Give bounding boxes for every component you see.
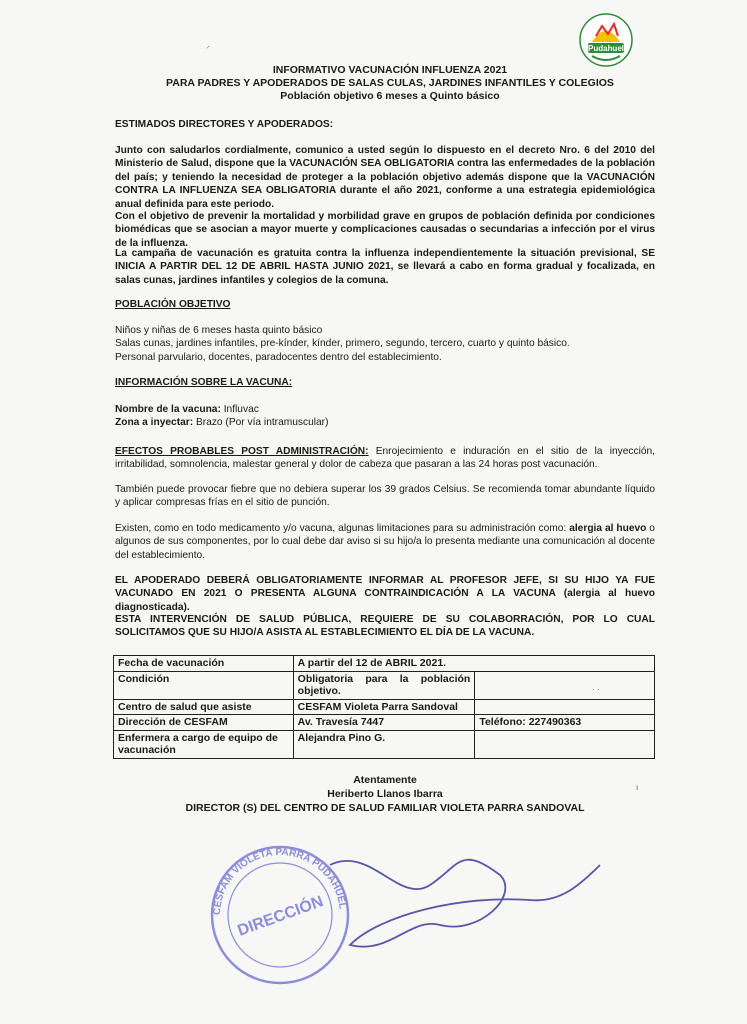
signature-title: DIRECTOR (S) DEL CENTRO DE SALUD FAMILIAR VIOLETA PARRA SANDOVAL — [185, 802, 585, 814]
table-extra — [475, 699, 655, 715]
vaccine-name-label: Nombre de la vacuna: — [115, 404, 221, 415]
limitations-allergy: alergia al huevo — [569, 523, 647, 534]
signature-block — [115, 773, 655, 815]
population-item: Personal parvulario, docentes, paradocentes dentro del establecimiento. — [115, 351, 442, 363]
side-effects-text: Enrojecimiento e induración en el sitio de la inyección, irritabilidad, somnolencia, malestar general y dolor de cabeza que pasaran a las 24 horas post vacunación. — [115, 446, 655, 471]
population-item: Salas cunas, jardines infantiles, pre-kínder, kínder, primero, segundo, tercero, cuarto y quinto básico. — [115, 338, 570, 350]
table-row — [114, 699, 655, 715]
table-extra — [475, 671, 655, 699]
table-label: Condición — [114, 671, 294, 699]
table-phone: Teléfono: 227490363 — [475, 715, 655, 731]
notice-collaboration: ESTA INTERVENCIÓN DE SALUD PÚBLICA, REQUIERE DE SU COLABORRACIÓN, POR LO CUAL SOLICITAMOS QUE SU HIJO/A ASISTA AL ESTABLECIMIENTO EL DÍA DE LA VACUNA. — [115, 614, 655, 639]
header-subtitle: PARA PADRES Y APODERADOS DE SALAS CULAS, JARDINES INFANTILES Y COLEGIOS — [166, 77, 614, 89]
pudahuel-logo — [578, 12, 634, 68]
table-row — [114, 715, 655, 731]
table-row — [114, 671, 655, 699]
stamp-ring-text: CESFAM VIOLETA PARRA PUDAHUEL — [211, 846, 348, 916]
paragraph-side-effects — [115, 445, 655, 472]
official-stamp — [200, 825, 630, 995]
handwritten-signature — [330, 860, 600, 947]
table-value: A partir del 12 de ABRIL 2021. — [293, 656, 654, 672]
stamp-center-text: DIRECCIÓN — [235, 893, 326, 940]
vaccine-name-value: Influvac — [223, 404, 259, 415]
side-effects-title: EFECTOS PROBABLES POST ADMINISTRACIÓN: — [115, 446, 369, 457]
paragraph-decree: Junto con saludarlos cordialmente, comunico a usted según lo dispuesto en el decreto Nro. 6 del 2010 del Ministerio de Salud, dispone que la VACUNACIÓN SEA OBLIGATORIA contra las enfermedades de la población del país; y teniendo la necesidad de proteger a la población objetivo además dispone que la VACUNACIÓN CONTRA LA INFLUENZA SEA OBLIGATORIA durante el año 2021, conforme a una estrategia epidemiológica anual definida para este periodo. — [115, 145, 655, 210]
table-label: Fecha de vacunación — [114, 656, 294, 672]
paragraph-fever: También puede provocar fiebre que no debiera superar los 39 grados Celsius. Se recomienda tomar abundante líquido y aplicar compresas frías en el sitio de punción. — [115, 484, 655, 509]
paragraph-objective: Con el objetivo de prevenir la mortalidad y morbilidad grave en grupos de población definida por condiciones biomédicas que se asocian a mayor muerte y complicaciones causadas o secundarias a infección por el virus de la influenza. — [115, 211, 655, 249]
vaccination-info-table — [113, 655, 655, 759]
scan-mark: ⸝ — [206, 41, 210, 50]
limitations-rest: o algunos de sus componentes, por lo cual debe dar aviso si su hijo/a lo presenta mediante una comunicación al docente del establecimiento. — [115, 523, 655, 561]
signature-closing: Atentamente — [353, 774, 417, 786]
section-title-vaccine: INFORMACIÓN SOBRE LA VACUNA: — [115, 377, 293, 388]
paragraph-limitations — [115, 522, 655, 562]
population-item: Niños y niñas de 6 meses hasta quinto básico — [115, 325, 323, 336]
scan-mark: ı — [636, 783, 639, 792]
table-row — [114, 730, 655, 758]
table-label: Dirección de CESFAM — [114, 715, 294, 731]
table-value: Obligatoria para la población objetivo. — [293, 671, 475, 699]
table-row — [114, 656, 655, 672]
vaccine-zone-value: Brazo (Por vía intramuscular) — [195, 417, 329, 429]
vaccine-zone-label: Zona a inyectar: — [115, 417, 194, 429]
notice-inform-teacher: EL APODERADO DEBERÁ OBLIGATORIAMENTE INFORMAR AL PROFESOR JEFE, SI SU HIJO YA FUE VACUNADO EN 2021 O PRESENTA ALGUNA CONTRAINDICACIÓN A LA VACUNA (alergia al huevo diagnosticada). — [115, 575, 655, 613]
header-title: INFORMATIVO VACUNACIÓN INFLUENZA 2021 — [272, 64, 508, 76]
table-value: Alejandra Pino G. — [293, 730, 475, 758]
table-label: Enfermera a cargo de equipo de vacunación — [114, 730, 294, 758]
table-extra — [475, 730, 655, 758]
limitations-intro: Existen, como en todo medicamento y/o vacuna, algunas limitaciones para su administración como: — [115, 523, 567, 534]
population-list — [115, 324, 655, 364]
logo-text: Pudahuel — [587, 44, 625, 53]
header-target: Población objetivo 6 meses a Quinto básico — [280, 90, 500, 102]
scan-mark: · · — [592, 685, 600, 694]
greeting: ESTIMADOS DIRECTORES Y APODERADOS: — [115, 119, 334, 130]
section-title-population: POBLACIÓN OBJETIVO — [115, 299, 231, 310]
vaccine-info — [115, 403, 655, 430]
table-value: CESFAM Violeta Parra Sandoval — [293, 699, 475, 715]
paragraph-campaign: La campaña de vacunación es gratuita contra la influenza independientemente la situación previsional, SE INICIA A PARTIR DEL 12 DE ABRIL HASTA JUNIO 2021, se llevará a cabo en forma gradual y focalizada, en salas cunas, jardines infantiles y colegios de la comuna. — [115, 248, 655, 286]
signature-name: Heriberto Llanos Ibarra — [327, 788, 443, 800]
table-value: Av. Travesía 7447 — [293, 715, 475, 731]
table-label: Centro de salud que asiste — [114, 699, 294, 715]
document-header — [110, 64, 670, 103]
